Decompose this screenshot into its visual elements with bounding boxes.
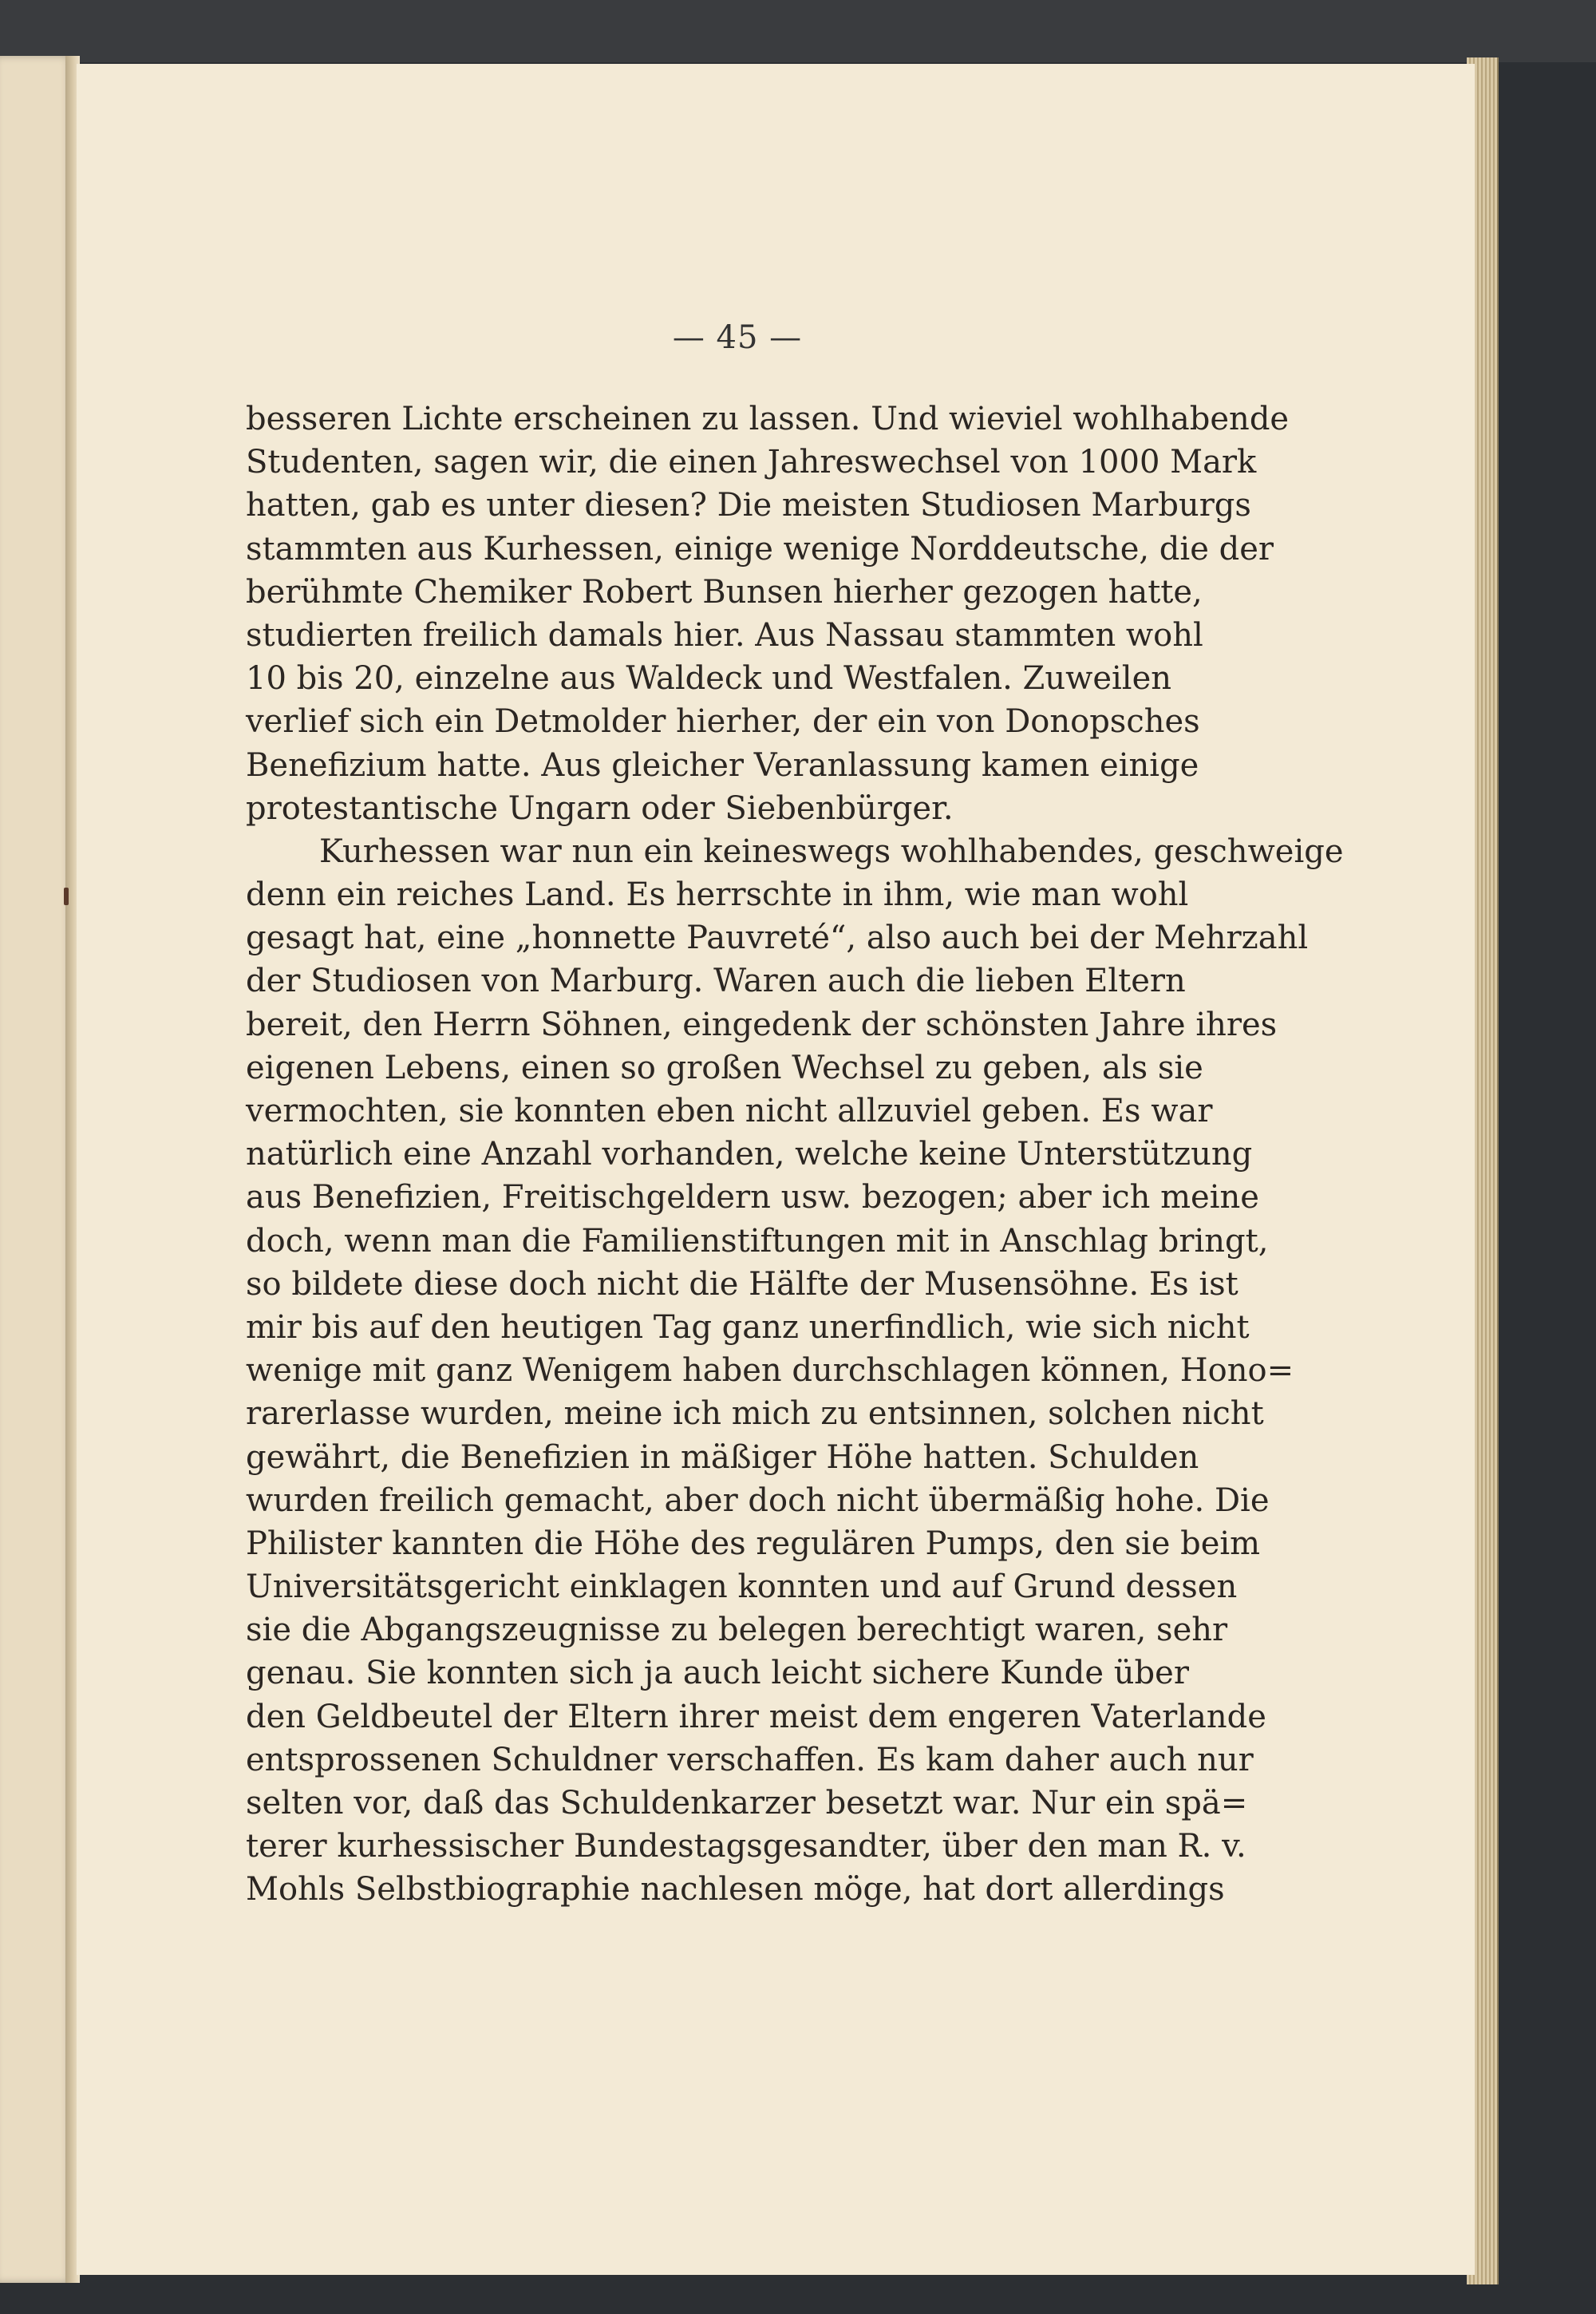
text-line: Benefizium hatte. Aus gleicher Veranlassung kamen einige	[246, 746, 1199, 784]
text-line: 10 bis 20, einzelne aus Waldeck und Westfalen. Zuweilen	[246, 660, 1172, 698]
text-line: aus Benefizien, Freitischgeldern usw. bezogen; aber ich meine	[246, 1179, 1259, 1216]
text-line: Philister kannten die Höhe des regulären Pumps, den sie beim	[246, 1525, 1261, 1562]
text-line: Studenten, sagen wir, die einen Jahreswechsel von 1000 Mark	[246, 444, 1257, 481]
text-line: stammten aus Kurhessen, einige wenige Norddeutsche, die der	[246, 530, 1274, 568]
text-line: protestantische Ungarn oder Siebenbürger.	[246, 789, 954, 827]
text-line: genau. Sie konnten sich ja auch leicht sichere Kunde über	[246, 1655, 1189, 1692]
text-line: verlief sich ein Detmolder hierher, der ein von Donopsches	[246, 703, 1200, 741]
text-line: gewährt, die Benefizien in mäßiger Höhe hatten. Schulden	[246, 1438, 1199, 1476]
text-line: sie die Abgangszeugnisse zu belegen berechtigt waren, sehr	[246, 1612, 1228, 1649]
text-line: entsprossenen Schuldner verschaffen. Es kam daher auch nur	[246, 1741, 1254, 1778]
text-line: selten vor, daß das Schuldenkarzer besetzt war. Nur ein spä=	[246, 1785, 1248, 1822]
text-line: Kurhessen war nun ein keineswegs wohlhabendes, geschweige	[319, 833, 1344, 870]
text-line: so bildete diese doch nicht die Hälfte der Musensöhne. Es ist	[246, 1265, 1238, 1303]
text-line: studierten freilich damals hier. Aus Nassau stammten wohl	[246, 616, 1203, 654]
text-line: vermochten, sie konnten eben nicht allzuviel geben. Es war	[246, 1093, 1213, 1129]
text-line: natürlich eine Anzahl vorhanden, welche keine Unterstützung	[246, 1136, 1253, 1173]
text-line: eigenen Lebens, einen so großen Wechsel zu geben, als sie	[246, 1049, 1203, 1086]
text-line: der Studiosen von Marburg. Waren auch die lieben Eltern	[246, 963, 1186, 1000]
text-line: gesagt hat, eine „honnette Pauvreté“, also auch bei der Mehrzahl	[246, 920, 1309, 957]
text-line: doch, wenn man die Familienstiftungen mit in Anschlag bringt,	[246, 1222, 1269, 1260]
text-line: berühmte Chemiker Robert Bunsen hierher gezogen hatte,	[246, 573, 1203, 611]
scan-background	[0, 0, 1596, 62]
page-number: — 45 —	[672, 319, 803, 356]
text-line: terer kurhessischer Bundestagsgesandter, über den man R. v.	[246, 1828, 1246, 1865]
left-page-edge	[0, 56, 73, 2283]
margin-mark	[64, 888, 69, 905]
text-line: hatten, gab es unter diesen? Die meisten Studiosen Marburgs	[246, 487, 1251, 524]
body-text	[246, 398, 1344, 1912]
text-line: Mohls Selbstbiographie nachlesen möge, hat dort allerdings	[246, 1871, 1225, 1909]
text-line: wenige mit ganz Wenigem haben durchschlagen können, Hono=	[246, 1352, 1294, 1390]
text-line: denn ein reiches Land. Es herrschte in ihm, wie man wohl	[246, 876, 1189, 914]
text-line: Universitätsgericht einklagen konnten und auf Grund dessen	[246, 1568, 1238, 1606]
text-line: bereit, den Herrn Söhnen, eingedenk der schönsten Jahre ihres	[246, 1006, 1278, 1043]
text-line: mir bis auf den heutigen Tag ganz unerfindlich, wie sich nicht	[246, 1308, 1250, 1346]
text-line: besseren Lichte erscheinen zu lassen. Und wieviel wohlhabende	[246, 401, 1290, 437]
text-line: den Geldbeutel der Eltern ihrer meist dem engeren Vaterlande	[246, 1698, 1266, 1735]
text-line: wurden freilich gemacht, aber doch nicht übermäßig hohe. Die	[246, 1481, 1270, 1519]
text-line: rarerlasse wurden, meine ich mich zu entsinnen, solchen nicht	[246, 1395, 1264, 1433]
